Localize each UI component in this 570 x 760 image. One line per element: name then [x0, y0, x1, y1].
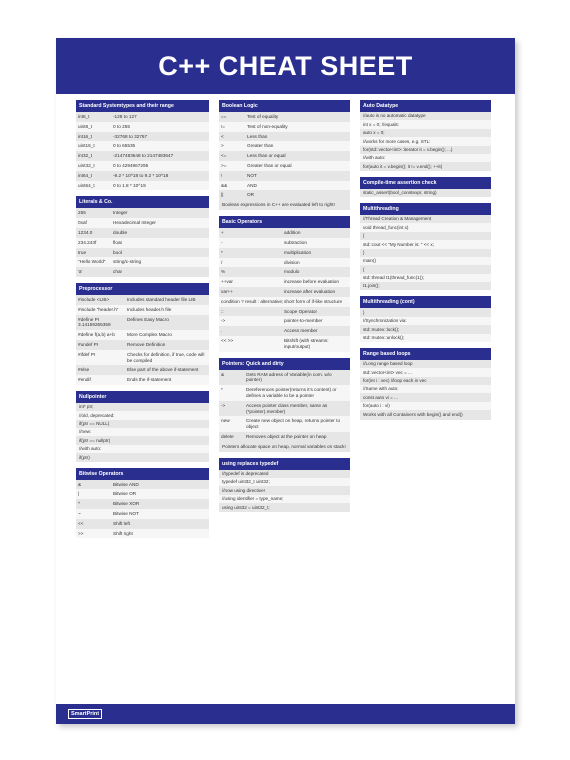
- row-key: delete: [221, 433, 234, 439]
- row-value: Bitwise AND: [113, 481, 139, 487]
- table-row: [219, 190, 350, 200]
- section-literals: [76, 196, 209, 277]
- row-value: Checks for definition, if true, code will be compiled: [127, 351, 205, 363]
- row-value: float: [113, 239, 122, 245]
- code-line: for(auto it = v.begin(); it != v.end(); ++it): [360, 162, 491, 170]
- code-line: int x = 0; //equals:: [360, 120, 491, 128]
- row-key: 234.243f: [78, 239, 97, 245]
- brand-logo: SmartPrint: [68, 709, 102, 719]
- row-value: Bitshift (with streams: input/output): [284, 337, 329, 349]
- code-line: //typedef is deprecated: [219, 470, 350, 478]
- code-line: //with auto:: [360, 154, 491, 162]
- row-key: uint8_t: [78, 123, 93, 129]
- row-key: new: [221, 418, 230, 424]
- table-row: [76, 132, 209, 142]
- table-row: [219, 258, 350, 268]
- row-value: NOT: [247, 172, 257, 178]
- code-line: main(): [360, 257, 491, 265]
- section-multithreading: [360, 203, 491, 290]
- row-key: <=: [221, 153, 227, 159]
- poster-title: C++ CHEAT SHEET: [158, 51, 413, 81]
- row-key: /: [221, 259, 223, 265]
- code-line: for(auto i : vi): [360, 402, 491, 410]
- row-key: uint16_t: [78, 143, 95, 149]
- section-auto: [360, 100, 491, 171]
- row-key: uint32_t: [78, 162, 95, 168]
- code-line: std::mutex::lock();: [360, 325, 491, 333]
- row-value: Shift right: [113, 530, 133, 536]
- row-key: int8_t: [78, 114, 90, 119]
- row-key: ||: [221, 192, 224, 198]
- table-row: [219, 141, 350, 151]
- row-key: *: [221, 249, 223, 255]
- code-line: if(ptr): [76, 453, 209, 461]
- table-row: [219, 151, 350, 161]
- column-2: [219, 100, 350, 518]
- table-row: [76, 509, 209, 519]
- table-row: [219, 181, 350, 191]
- row-key: !: [221, 172, 223, 178]
- row-value: pointer-to-member: [284, 318, 323, 324]
- table-row: [219, 307, 350, 317]
- table-row: [76, 171, 209, 181]
- code-line: static_assert(bool_constexpr, string): [360, 189, 491, 197]
- section-header: Boolean Logic: [219, 100, 350, 112]
- table-row: [76, 228, 209, 238]
- row-key: #include <LIB>: [78, 296, 110, 302]
- table-row: [219, 370, 350, 386]
- row-value: OR: [247, 192, 255, 198]
- table-row: [219, 316, 350, 326]
- row-value: -32768 to 32767: [113, 133, 148, 139]
- section-header: using replaces typedef: [219, 458, 350, 470]
- row-value: Integer: [113, 210, 128, 216]
- row-key: #define f(a,b) a+b: [78, 332, 115, 338]
- code-line: //with auto:: [76, 445, 209, 453]
- table-row: [76, 112, 209, 122]
- section-header: Preprocessor: [76, 283, 209, 295]
- row-value: Bitwise OR: [113, 491, 137, 497]
- table-row: [219, 326, 350, 336]
- code-line: std::mutex::unlock();: [360, 334, 491, 342]
- code-line: }: [360, 249, 491, 257]
- table-row: [219, 385, 350, 401]
- row-value: Test of non-equality: [247, 123, 288, 129]
- table-row: [76, 295, 209, 305]
- row-value: Hexadecimal Integer: [113, 220, 156, 226]
- row-value: Test of equality: [247, 114, 279, 119]
- row-value: Removes object at the pointer on heap: [246, 433, 327, 439]
- table-row: [76, 315, 209, 331]
- row-value: Access member: [284, 328, 318, 334]
- code-line: //old, deprecated:: [76, 411, 209, 419]
- table-row: [219, 401, 350, 417]
- code-line: //Thread Creation & Management: [360, 215, 491, 223]
- row-value: Greater than: [247, 143, 274, 149]
- section-pointers: [219, 358, 350, 452]
- row-key: #endif: [78, 377, 91, 383]
- row-value: Else part of the above if-statement: [127, 367, 199, 373]
- table-row: [76, 305, 209, 315]
- table-row: [219, 416, 350, 432]
- table-row: [219, 287, 350, 297]
- table-row: [76, 267, 209, 277]
- code-line: t1.join();: [360, 282, 491, 290]
- row-key: #undef PI: [78, 341, 99, 347]
- table-row: [219, 112, 350, 122]
- section-static-assert: [360, 177, 491, 197]
- code-line: std::vector<int> vec = ...: [360, 368, 491, 376]
- table-row: [219, 248, 350, 258]
- code-line: }: [360, 308, 491, 316]
- row-key: |: [78, 491, 80, 497]
- section-header: Auto Datatype: [360, 100, 491, 112]
- row-key: >=: [221, 162, 227, 168]
- table-row: [76, 248, 209, 258]
- code-line: //works for more cases, e.g. STL:: [360, 137, 491, 145]
- table-row: [76, 365, 209, 375]
- section-header: Literals & Co.: [76, 196, 209, 208]
- section-multithreading-cont: [360, 296, 491, 342]
- table-row: [219, 171, 350, 181]
- row-key: 1234.0: [78, 229, 93, 235]
- row-key: &: [221, 371, 225, 377]
- title-banner: [56, 38, 515, 94]
- table-row: [219, 161, 350, 171]
- code-line: if(ptr == nullptr): [76, 436, 209, 444]
- row-key: -: [221, 239, 223, 245]
- table-row: [76, 489, 209, 499]
- row-value: Ends the if-statement: [127, 377, 172, 383]
- row-value: Bitwise XOR: [113, 501, 140, 507]
- section-header: Bitwise Operators: [76, 468, 209, 480]
- section-header: Nullpointer: [76, 391, 209, 403]
- row-key: int32_t: [78, 153, 93, 159]
- row-value: addition: [284, 230, 301, 236]
- table-row: [76, 340, 209, 350]
- section-range-for: [360, 348, 491, 420]
- section-nullptr: [76, 391, 209, 462]
- table-row: [76, 151, 209, 161]
- section-header: Basic Operators: [219, 216, 350, 228]
- row-key: >>: [78, 530, 84, 536]
- row-value: Less than: [247, 133, 268, 139]
- row-value: char: [113, 269, 123, 275]
- table-row: [219, 432, 350, 442]
- row-key: 255: [78, 210, 86, 216]
- row-key: ->: [221, 318, 226, 324]
- code-line: //Same with auto:: [360, 385, 491, 393]
- row-key: .: [221, 328, 223, 334]
- row-key: !=: [221, 123, 226, 129]
- section-header: Pointers: Quick and dirty: [219, 358, 350, 370]
- row-key: ::: [221, 308, 224, 314]
- row-key: uint64_t: [78, 182, 95, 188]
- row-key: int64_t: [78, 172, 93, 178]
- row-key: %: [221, 269, 226, 275]
- code-line: {: [360, 232, 491, 240]
- column-3: [360, 100, 491, 426]
- section-typedef: [219, 458, 350, 512]
- table-row: [219, 122, 350, 132]
- row-value: -128 to 127: [113, 114, 137, 119]
- code-line: {: [360, 265, 491, 273]
- row-value: string/c-string: [113, 259, 142, 265]
- table-row: [76, 257, 209, 267]
- row-key: &: [78, 481, 82, 487]
- code-line: const auto vi = ...: [360, 393, 491, 401]
- row-value: increase after evaluation: [284, 288, 336, 294]
- row-key: << >>: [221, 337, 234, 343]
- footer-banner: [56, 704, 515, 724]
- code-line: //using identifier = type_name;: [219, 495, 350, 503]
- table-row: [76, 499, 209, 509]
- table-row: [219, 336, 350, 352]
- row-value: Shift left: [113, 520, 130, 526]
- row-key: ^: [78, 501, 81, 507]
- code-line: //auto is no automatic datatype: [360, 112, 491, 120]
- cheat-sheet-poster: [56, 38, 515, 724]
- row-value: 0 to 65535: [113, 143, 136, 149]
- code-line: int* ptr;: [76, 403, 209, 411]
- code-line: //Synchronization via:: [360, 317, 491, 325]
- row-value: Greater than or equal: [247, 162, 292, 168]
- table-row: [219, 132, 350, 142]
- row-key: var++: [221, 288, 233, 294]
- table-row: [76, 208, 209, 218]
- row-key: ==: [221, 114, 227, 119]
- table-row: [219, 297, 350, 307]
- row-key: true: [78, 249, 87, 255]
- row-value: Includes header.h file: [127, 306, 172, 312]
- section-preprocessor: [76, 283, 209, 385]
- row-key: condition ? result : alternative;: [221, 298, 284, 304]
- row-value: Includes standard header file LIB: [127, 296, 196, 302]
- code-line: std::cout << "My Number is: " << x;: [360, 240, 491, 248]
- code-line: for(std::vector<int>::iterator it = v.begin(); ...): [360, 146, 491, 154]
- row-value: 0 to 255: [113, 123, 130, 129]
- section-bitwise: [76, 468, 209, 539]
- row-key: 0xaf: [78, 220, 87, 226]
- section-note: Boolean expressions in C++ are evaluated left to right!: [219, 200, 350, 210]
- code-line: for(int i : vec) //loop each in vec: [360, 377, 491, 385]
- row-value: modulo: [284, 269, 300, 275]
- row-value: double: [113, 229, 128, 235]
- row-key: +: [221, 230, 224, 236]
- row-value: Create new object on heap, returns pointer to object: [246, 418, 341, 430]
- table-row: [76, 330, 209, 340]
- code-line: void thread_func(int x): [360, 223, 491, 231]
- row-value: -9.2 * 10^18 to 9.2 * 10^18: [113, 172, 169, 178]
- row-key: >: [221, 143, 224, 149]
- row-value: Remove Definition: [127, 341, 166, 347]
- row-value: Scope Operator: [284, 308, 318, 314]
- row-key: 'a': [78, 269, 83, 275]
- code-line: std::thread t1(thread_func(1));: [360, 274, 491, 282]
- code-line: typedef uint32_t uint32;: [219, 478, 350, 486]
- row-value: Gets RAM adress of Variable(in com. w/o pointer): [246, 371, 332, 383]
- row-value: 0 to 4294967295: [113, 162, 149, 168]
- row-key: #define PI 3.14159265359: [78, 316, 111, 328]
- table-row: [219, 228, 350, 238]
- row-value: bool: [113, 249, 122, 255]
- row-key: *: [221, 387, 223, 393]
- row-value: short form of if-like structure: [284, 298, 343, 304]
- row-key: "Hello World": [78, 259, 106, 265]
- row-value: subtraction: [284, 239, 307, 245]
- code-line: //Long range based loop: [360, 360, 491, 368]
- table-row: [76, 181, 209, 191]
- row-key: <: [221, 133, 224, 139]
- section-note: Pointers allocate space on heap, normal variables on stack!: [219, 442, 350, 452]
- table-row: [76, 350, 209, 366]
- section-header: Compile-time assertion check: [360, 177, 491, 189]
- section-header: Range based loops: [360, 348, 491, 360]
- row-value: Bitwise NOT: [113, 510, 140, 516]
- row-key: ~: [78, 510, 81, 516]
- row-value: multiplication: [284, 249, 312, 255]
- table-row: [219, 267, 350, 277]
- table-row: [76, 529, 209, 539]
- table-row: [76, 141, 209, 151]
- table-row: [219, 277, 350, 287]
- row-key: #ifdef PI: [78, 351, 96, 357]
- code-line: //now using directive!: [219, 486, 350, 494]
- table-row: [76, 375, 209, 385]
- row-value: More Complex Macro: [127, 332, 172, 338]
- section-header: Multithreading: [360, 203, 491, 215]
- code-line: using uint32 = uint32_t;: [219, 503, 350, 511]
- table-row: [76, 480, 209, 490]
- row-value: Dereferences pointer(returns it's content) or defines a variable to be a pointer: [246, 387, 337, 398]
- section-basic-operators: [219, 216, 350, 351]
- row-value: Less than or equal: [247, 153, 286, 159]
- table-row: [76, 161, 209, 171]
- row-value: 0 to 1.8 * 10^19: [113, 182, 146, 188]
- code-line: //new:: [76, 428, 209, 436]
- section-header: Multithreading (cont): [360, 296, 491, 308]
- row-key: ++var: [221, 279, 233, 285]
- table-row: [76, 122, 209, 132]
- table-row: [76, 519, 209, 529]
- table-row: [76, 218, 209, 228]
- table-row: [76, 238, 209, 248]
- section-boolean: [219, 100, 350, 210]
- row-key: ->: [221, 402, 226, 408]
- row-value: Defines Easy Macro: [127, 316, 169, 322]
- code-line: if(ptr == NULL): [76, 420, 209, 428]
- row-value: Access pointer class member, same as (*pointer).member): [246, 402, 328, 414]
- row-key: int16_t: [78, 133, 93, 139]
- column-1: [76, 100, 209, 544]
- row-value: AND: [247, 182, 257, 188]
- row-value: increase before evaluation: [284, 279, 339, 285]
- row-key: <<: [78, 520, 84, 526]
- row-value: -2147483648 to 2147483647: [113, 153, 174, 159]
- section-header: Standard Systemtypes and their range: [76, 100, 209, 112]
- row-value: division: [284, 259, 300, 265]
- row-key: #include "header.h": [78, 306, 119, 312]
- table-row: [219, 238, 350, 248]
- section-note: Works with all Containers with begin() and end(): [360, 410, 491, 420]
- row-key: #else: [78, 367, 90, 373]
- row-key: &&: [221, 182, 228, 188]
- section-types: [76, 100, 209, 190]
- code-line: auto x = 0;: [360, 129, 491, 137]
